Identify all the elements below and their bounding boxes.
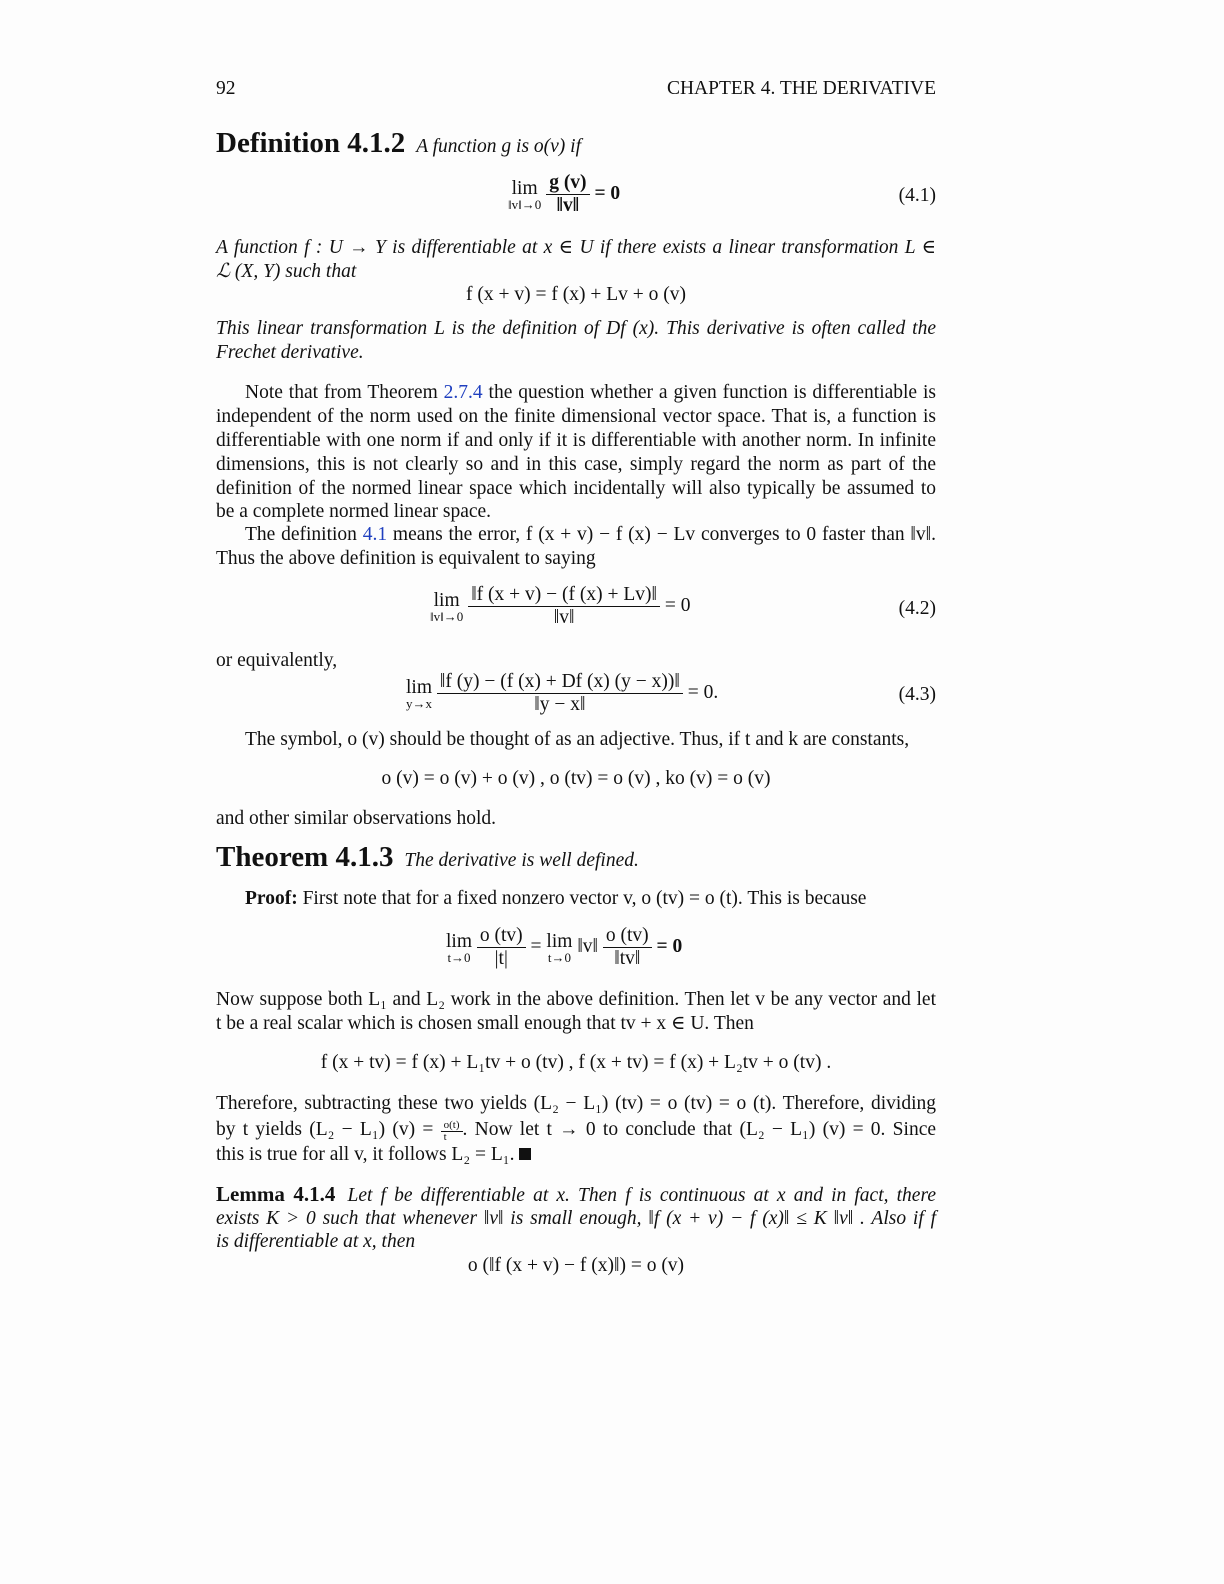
limit-operator: lim ‖v‖→0 [430, 589, 464, 624]
body-text-line: dimensions, this is not clearly so and in this case, simply regard the norm as part of the [216, 454, 936, 475]
equation-tag-4-1: (4.1) [898, 185, 936, 206]
proof-limit-equation: lim t→0 $\frac{o (tv)}{|t|}$ = lim t→0 ‖v‖ $\frac{o (tv)}{‖tv‖}$ = 0 [446, 925, 683, 969]
theorem-label: Theorem 4.1.3 [216, 841, 394, 873]
proof-text-line: this is true for all v, it follows L₂ = L₁. [216, 1143, 936, 1167]
fraction: $\frac{o (tv)}{|t|}$ [477, 925, 526, 970]
lemma-label: Lemma 4.1.4 [216, 1182, 336, 1206]
proof-text-line: by t yields (L₂ − L₁) (v) = $\frac{o(t)}{t}$ . Now let t → 0 to conclude that (L₂ − L₁) (v) = 0. Since [216, 1118, 937, 1143]
equation-reference-link[interactable]: 4.1 [362, 524, 388, 545]
running-head: CHAPTER 4. THE DERIVATIVE [666, 78, 936, 99]
definition-text-line: ℒ (X, Y) such that [216, 261, 357, 282]
body-text-line: definition of the normed linear space which incidentally will also typically be assumed to [216, 478, 936, 499]
proof-text-line: Proof: First note that for a fixed nonzero vector v, o (tv) = o (t). This is because [245, 888, 867, 909]
definition-label: Definition 4.1.2 [216, 127, 406, 159]
body-text-line: differentiable with one norm if and only if it is differentiable with another norm. In infinite [216, 430, 936, 451]
equation-rhs: = 0 [594, 182, 621, 204]
proof-text-line: Therefore, subtracting these two yields (L₂ − L₁) (tv) = o (tv) = o (t). Therefore, dividing [216, 1093, 936, 1114]
body-text-line: or equivalently, [216, 650, 338, 671]
body-text-line: independent of the norm used on the finite dimensional vector space. That is, a function is [216, 406, 936, 427]
body-text-line: Note that from Theorem 2.7.4 the question whether a given function is differentiable is [245, 382, 936, 403]
body-text-line: be a complete normed linear space. [216, 501, 492, 522]
definition-heading [216, 126, 936, 164]
equation-rhs: = 0. [687, 681, 719, 703]
equation-tag-4-3: (4.3) [898, 684, 936, 705]
body-text-line: Thus the above definition is equivalent to saying [216, 548, 596, 569]
fraction: $\frac{‖f (y) - (f (x) + Df (x) (y - x))‖}{‖y - x‖}$ [437, 671, 683, 716]
fraction: $\frac{g (v)}{‖v‖}$ [546, 172, 589, 217]
definition-text-line: This linear transformation L is the definition of Df (x). This derivative is often called the [216, 318, 936, 339]
limit-operator: lim t→0 [546, 930, 573, 965]
body-text-line: The definition 4.1 means the error, f (x + v) − f (x) − Lv converges to 0 faster than ‖v‖. [245, 524, 936, 545]
fraction: $\frac{‖f (x + v) - (f (x) + Lv)‖}{‖v‖}$ [468, 584, 660, 629]
theorem-reference-link[interactable]: 2.7.4 [443, 382, 483, 403]
equation-4-1 [508, 172, 620, 217]
o-notation-equation: o (v) = o (v) + o (v) , o (tv) = o (v) , ko (v) = o (v) [381, 768, 771, 789]
lemma-heading: Lemma 4.1.4 Let f be differentiable at x. Then f is continuous at x and in fact, there [216, 1182, 936, 1206]
lemma-text-line: is differentiable at x, then [216, 1231, 416, 1252]
lemma-text-line: exists K > 0 such that whenever ‖v‖ is small enough, ‖f (x + v) − f (x)‖ ≤ K ‖v‖ . Also if f [216, 1208, 936, 1229]
body-text-line: and other similar observations hold. [216, 808, 496, 829]
o-t-over-t-fraction: $\frac{o(t)}{t}$ [441, 1119, 463, 1143]
page-number: 92 [216, 78, 236, 99]
qed-square-icon [519, 1148, 531, 1160]
theorem-heading [216, 840, 936, 878]
equation-tag-4-2: (4.2) [898, 598, 936, 619]
fraction: $\frac{o (tv)}{‖tv‖}$ [603, 925, 652, 970]
equation-4-2 [430, 584, 691, 629]
definition-intro: A function g is o(v) if [416, 136, 582, 157]
definition-text-line: Frechet derivative. [216, 342, 364, 363]
theorem-statement: The derivative is well defined. [404, 850, 639, 871]
equation-4-3 [406, 671, 718, 716]
frechet-equation: f (x + v) = f (x) + Lv + o (v) [466, 284, 686, 305]
proof-text-line: t be a real scalar which is chosen small enough that tv + x ∈ U. Then [216, 1013, 754, 1034]
proof-equation: f (x + tv) = f (x) + L₁tv + o (tv) , f (x + tv) = f (x) + L₂tv + o (tv) . [320, 1052, 832, 1073]
limit-operator: lim ‖v‖→0 [508, 177, 542, 212]
equation-rhs: = 0 [664, 594, 691, 616]
lemma-equation: o (‖f (x + v) − f (x)‖) = o (v) [467, 1255, 685, 1276]
limit-operator: lim t→0 [446, 930, 473, 965]
definition-text-line: A function f : U → Y is differentiable at x ∈ U if there exists a linear transformation L ∈ [216, 237, 936, 258]
proof-text-line: Now suppose both L₁ and L₂ work in the above definition. Then let v be any vector and let [216, 989, 936, 1010]
limit-operator: lim y→x [406, 676, 433, 711]
proof-label: Proof: [245, 888, 298, 909]
body-text-line: The symbol, o (v) should be thought of as an adjective. Thus, if t and k are constants, [245, 729, 910, 750]
